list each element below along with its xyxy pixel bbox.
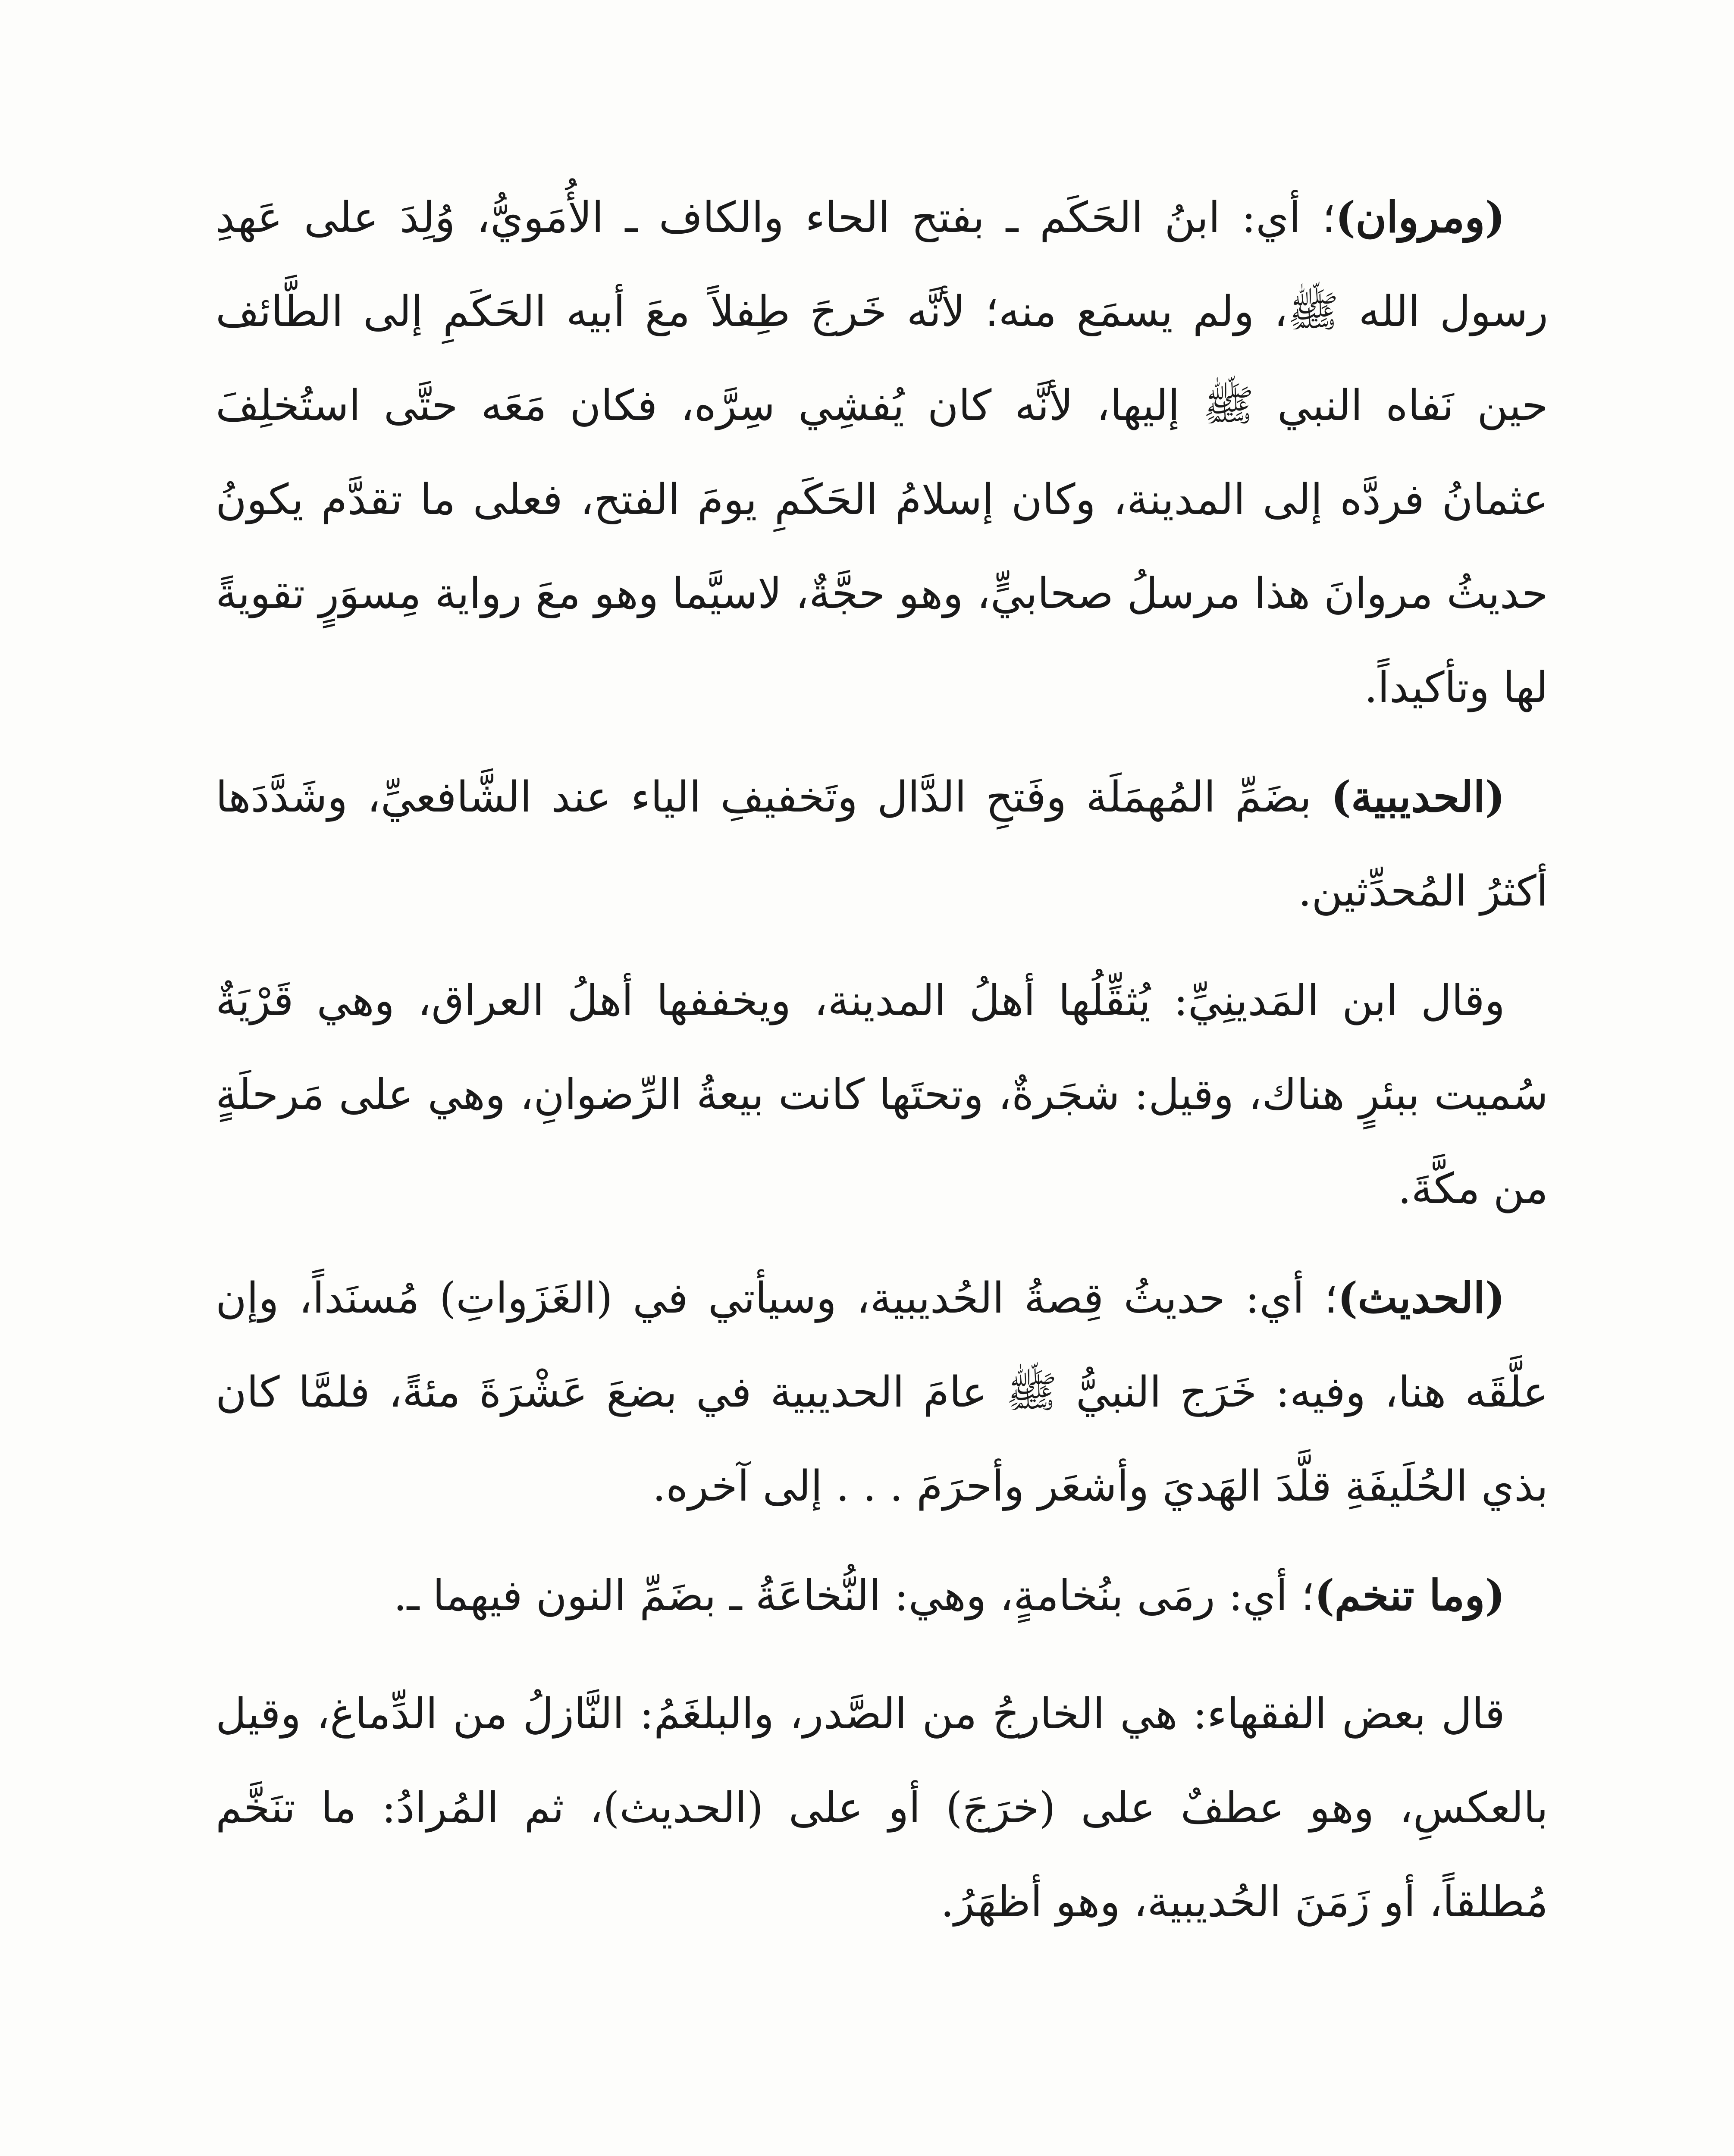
paragraph-lead-term: (الحديث) bbox=[1337, 1273, 1505, 1323]
paragraph-ibn-madini bbox=[216, 954, 1548, 1236]
paragraph-marwan bbox=[216, 171, 1548, 735]
paragraph-tanakhkham bbox=[216, 1549, 1548, 1643]
paragraph-hadith bbox=[216, 1251, 1548, 1533]
paragraph-lead-term: (وما تنخم) bbox=[1314, 1571, 1505, 1620]
paragraph-text: قال بعض الفقهاء: هي الخارجُ من الصَّدر، والبلغَمُ: النَّازلُ من الدِّماغ، وقيل بالعكسِ، وهو عطفٌ على (خرَجَ) أو على (الحديث)، ثم المُرادُ: ما تنَخَّم مُطلقاً، أو زَمَنَ الحُديبية، وهو أظهَرُ. bbox=[216, 1689, 1548, 1927]
paragraph-text: وقال ابن المَدينِيِّ: يُثقِّلُها أهلُ المدينة، ويخففها أهلُ العراق، وهي قَرْيَةٌ سُميت ببئرٍ هناك، وقيل: شجَرةٌ، وتحتَها كانت بيعةُ الرِّضوانِ، وهي على مَرحلَةٍ من مكَّةَ. bbox=[216, 976, 1548, 1213]
paragraph-text: ؛ أي: ابنُ الحَكَم ـ بفتح الحاء والكاف ـ الأُمَويُّ، وُلِدَ على عَهدِ رسول الله ﷺ، ولم يسمَع منه؛ لأنَّه خَرجَ طِفلاً معَ أبيه الحَكَمِ إلى الطَّائف حين نَفاه النبي ﷺ إليها، لأنَّه كان يُفشِي سِرَّه، فكان مَعَه حتَّى استُخلِفَ عثمانُ فردَّه إلى المدينة، وكان إسلامُ الحَكَمِ يومَ الفتح، فعلى ما تقدَّم يكونُ حديثُ مروانَ هذا مرسلُ صحابيٍّ، وهو حجَّةٌ، لاسيَّما وهو معَ رواية مِسوَرٍ تقويةً لها وتأكيداً. bbox=[216, 193, 1548, 712]
paragraph-fuqaha bbox=[216, 1667, 1548, 1949]
paragraph-lead-term: (الحديبية) bbox=[1331, 772, 1505, 822]
paragraph-text: ؛ أي: رمَى بنُخامةٍ، وهي: النُّخاعَةُ ـ بضَمِّ النون فيهما ـ. bbox=[393, 1571, 1315, 1620]
page-body bbox=[216, 171, 1548, 1965]
paragraph-lead-term: (ومروان) bbox=[1335, 193, 1505, 242]
paragraph-text: ؛ أي: حديثُ قِصةُ الحُديبية، وسيأتي في (الغَزَواتِ) مُسنَداً، وإن علَّقَه هنا، وفيه: خَرَج النبيُّ ﷺ عامَ الحديبية في بضعَ عَشْرَةَ مئةً، فلمَّا كان بذي الحُلَيفَةِ قلَّدَ الهَديَ وأشعَر وأحرَمَ . . . إلى آخره. bbox=[216, 1274, 1548, 1511]
paragraph-hudaybiya bbox=[216, 750, 1548, 938]
paragraph-text: بضَمِّ المُهمَلَة وفَتحِ الدَّال وتَخفيفِ الياء عند الشَّافعيِّ، وشَدَّدَها أكثرُ المُحدِّثين. bbox=[216, 773, 1548, 916]
